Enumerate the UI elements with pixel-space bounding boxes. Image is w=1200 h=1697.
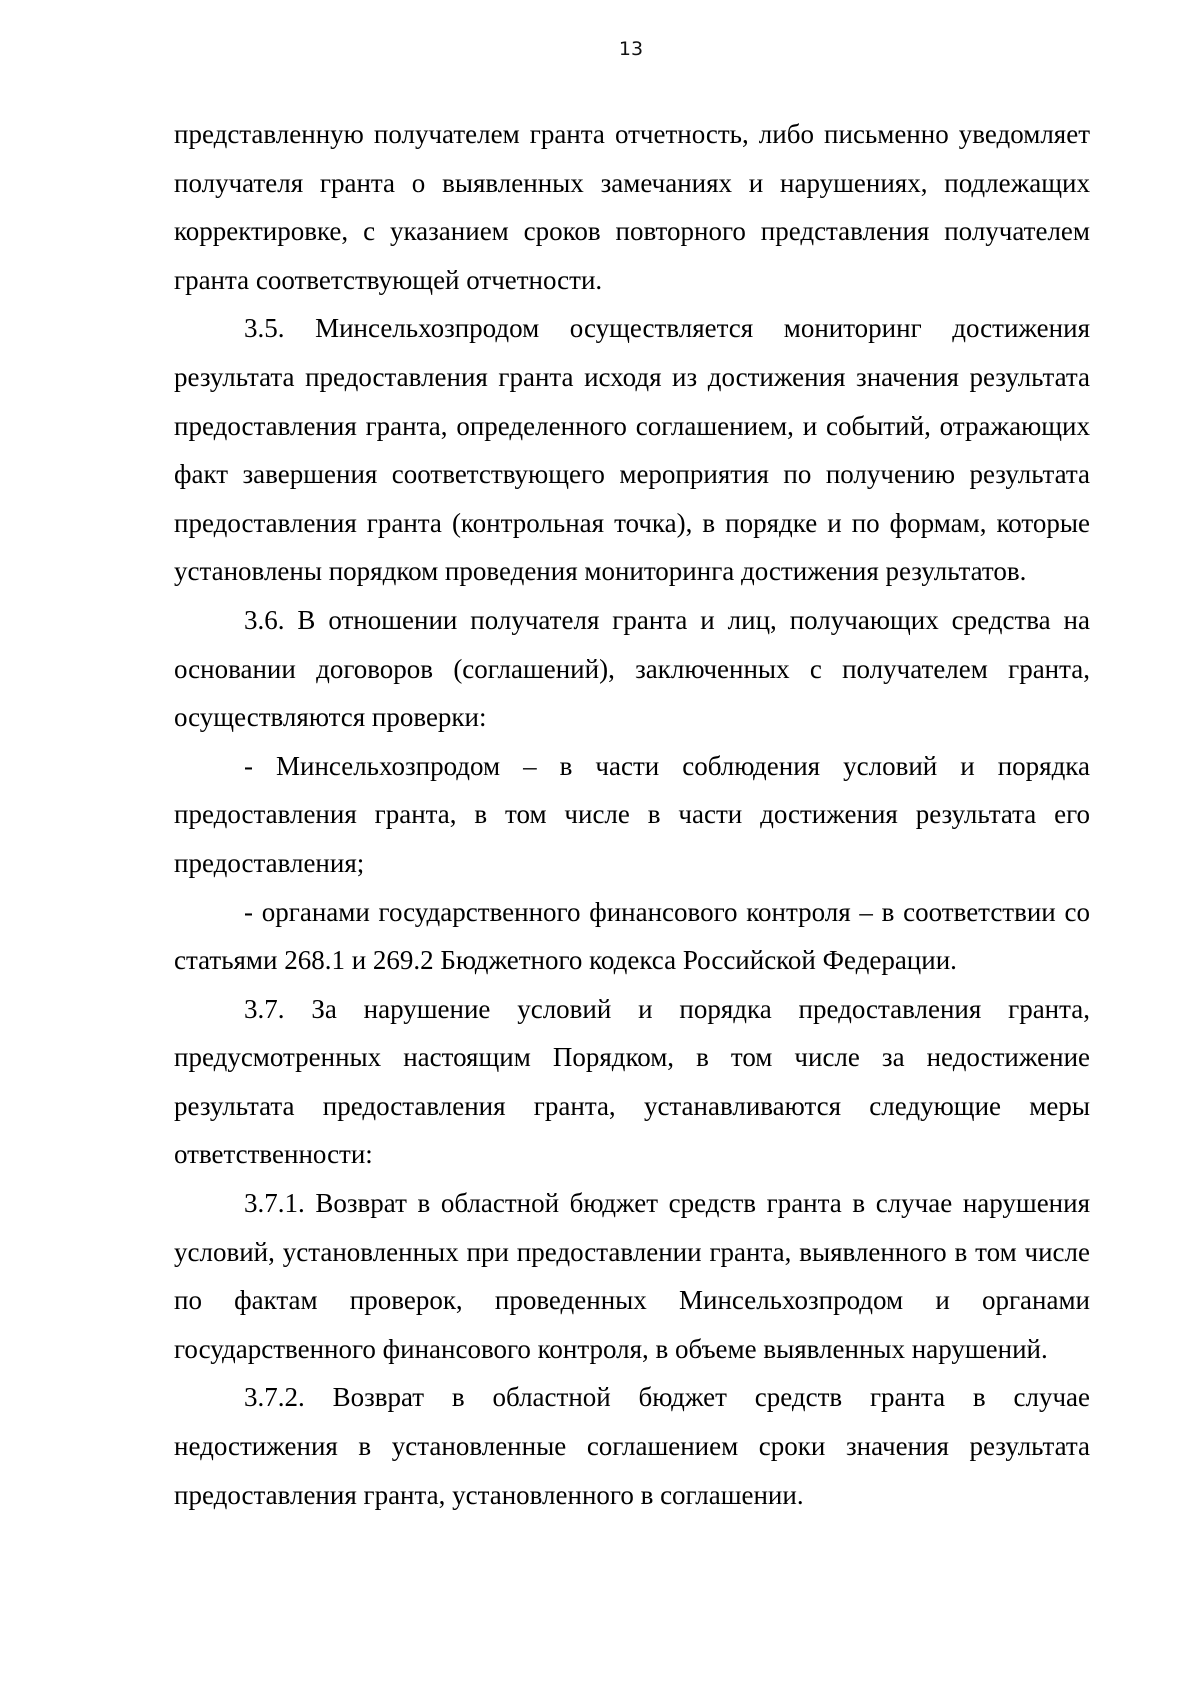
paragraph-3-7-1-refund-violations: 3.7.1. Возврат в областной бюджет средств гранта в случае нарушения условий, установленных при предоставлении гранта, выявленного в том числе по фактам проверок, проведенных Минсельхозпродом и органами государственного финансового контроля, в объеме выявленных нарушений.	[174, 1188, 1090, 1364]
paragraph-3-7-2-refund-nonachievement: 3.7.2. Возврат в областной бюджет средств гранта в случае недостижения в установленные соглашением сроки значения результата предоставления гранта, установленного в соглашении.	[174, 1382, 1090, 1510]
paragraph-3-6-inspections: 3.6. В отношении получателя гранта и лиц, получающих средства на основании договоров (соглашений), заключенных с получателем гранта, осуществляются проверки:	[174, 604, 1090, 733]
page-number: 13	[618, 38, 644, 60]
list-item-ministry-inspection: - Минсельхозпродом – в части соблюдения условий и порядка предоставления гранта, в том числе в части достижения результата его предоставления;	[174, 750, 1090, 878]
list-item-financial-control-inspection: - органами государственного финансового контроля – в соответствии со статьями 268.1 и 269.2 Бюджетного кодекса Российской Федерации.	[174, 896, 1090, 976]
paragraph-reporting-continuation: представленную получателем гранта отчетность, либо письменно уведомляет получателя гранта о выявленных замечаниях и нарушениях, подлежащих корректировке, с указанием сроков повторного представления получателем гранта соответствующей отчетности.	[174, 119, 1090, 295]
paragraph-3-7-liability: 3.7. За нарушение условий и порядка предоставления гранта, предусмотренных настоящим Порядком, в том числе за недостижение результата предоставления гранта, устанавливаются следующие меры ответственности:	[174, 993, 1090, 1170]
paragraph-3-5-monitoring: 3.5. Минсельхозпродом осуществляется мониторинг достижения результата предоставления гранта исходя из достижения значения результата предоставления гранта, определенного соглашением, и событий, отражающих факт завершения соответствующего мероприятия по получению результата предоставления гранта (контрольная точка), в порядке и по формам, которые установлены порядком проведения мониторинга достижения результатов.	[174, 313, 1090, 587]
document-body	[174, 110, 1090, 1519]
